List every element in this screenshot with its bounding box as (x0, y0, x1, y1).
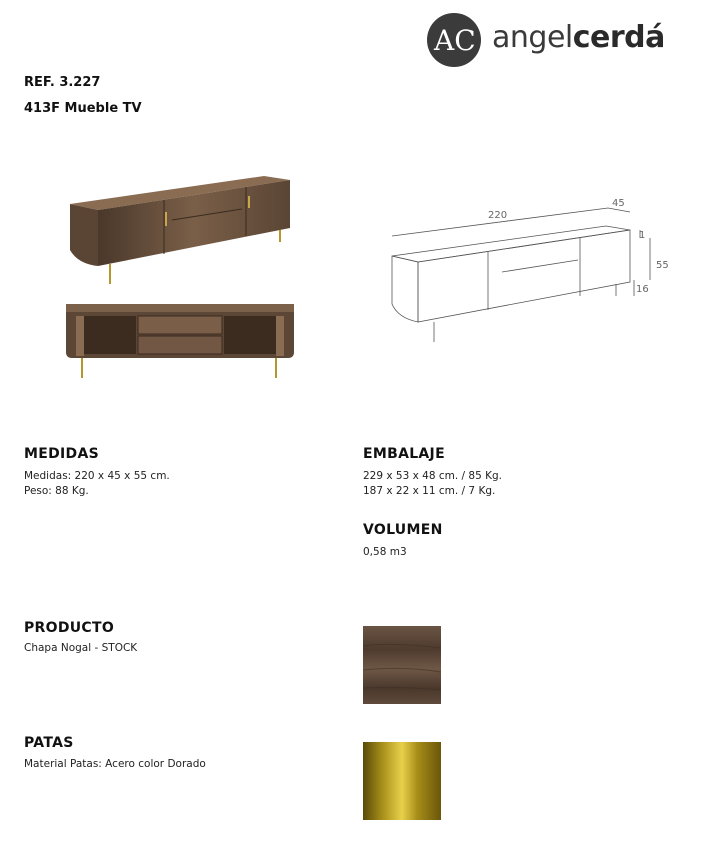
dim-leg-label: 16 (636, 284, 649, 295)
product-ref: REF. 3.227 (24, 75, 101, 90)
patas-title: PATAS (24, 735, 74, 751)
dim-top-label: 1 (639, 230, 646, 241)
brand-logo (426, 12, 686, 68)
producto-title: PRODUCTO (24, 620, 115, 636)
brass-swatch (363, 742, 441, 820)
dim-depth-label: 45 (612, 198, 625, 209)
dim-height-label: 55 (656, 260, 669, 271)
product-name: 413F Mueble TV (24, 101, 142, 116)
dim-width-label: 220 (488, 210, 508, 221)
wood-swatch (363, 626, 441, 704)
dimension-drawing (384, 196, 680, 346)
patas-value: Material Patas: Acero color Dorado (24, 758, 206, 770)
volumen-title: VOLUMEN (363, 522, 443, 538)
medidas-line2: Peso: 88 Kg. (24, 485, 89, 497)
producto-value: Chapa Nogal - STOCK (24, 642, 138, 654)
embalaje-line2: 187 x 22 x 11 cm. / 7 Kg. (363, 485, 496, 497)
medidas-title: MEDIDAS (24, 446, 99, 462)
medidas-line1: Medidas: 220 x 45 x 55 cm. (24, 470, 170, 482)
logo-mark-icon (426, 12, 482, 68)
svg-text:AC: AC (434, 24, 476, 57)
embalaje-title: EMBALAJE (363, 446, 445, 462)
brand-name: angelcerdá (492, 20, 665, 55)
volumen-value: 0,58 m3 (363, 546, 407, 558)
product-photo-open (64, 302, 296, 382)
embalaje-line1: 229 x 53 x 48 cm. / 85 Kg. (363, 470, 503, 482)
product-photo-closed (64, 170, 296, 288)
